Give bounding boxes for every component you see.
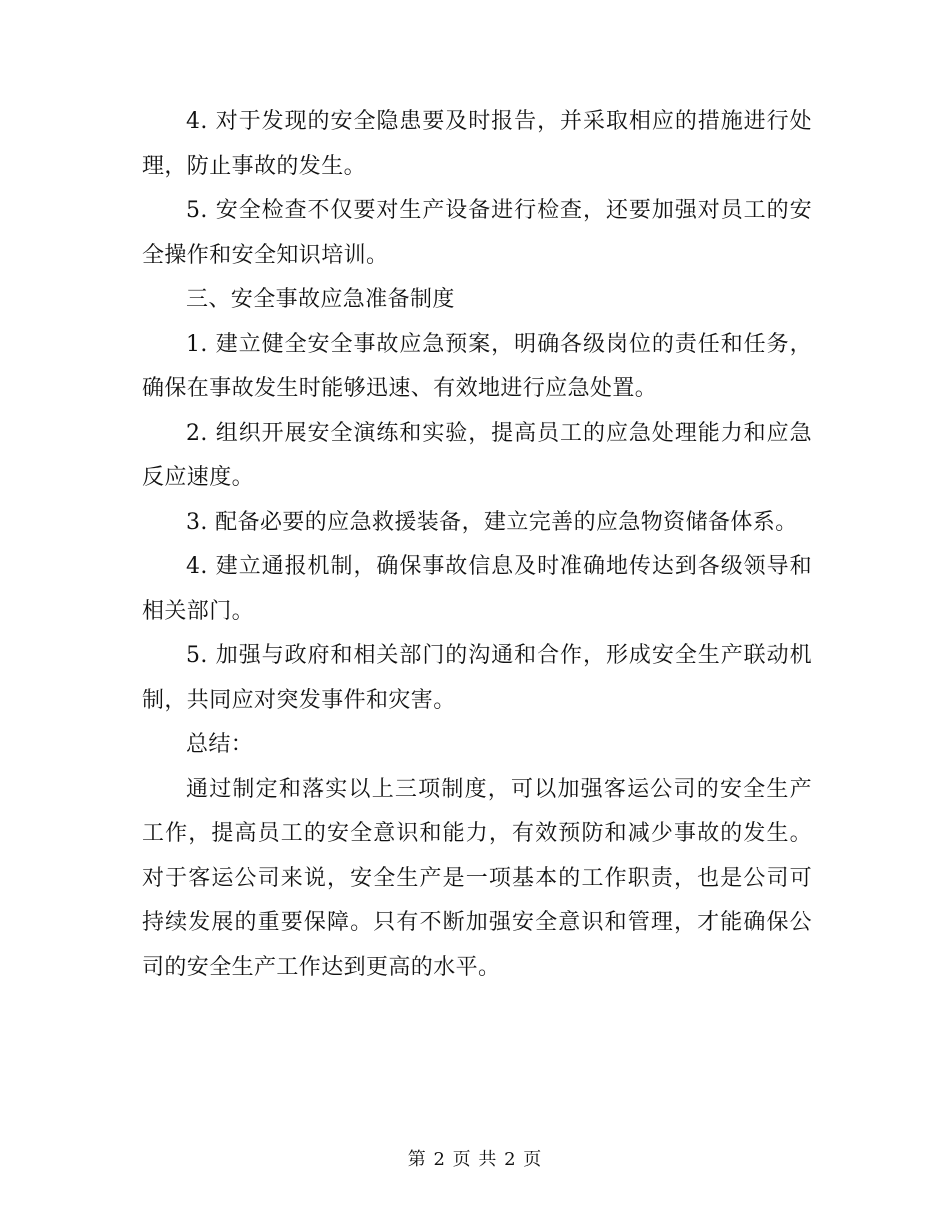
summary-paragraph: 通过制定和落实以上三项制度，可以加强客运公司的安全生产工作，提高员工的安全意识和能力，有效预防和减少事故的发生。对于客运公司来说，安全生产是一项基本的工作职责，也是公司可持续发展的重要保障。只有不断加强安全意识和管理，才能确保公司的安全生产工作达到更高的水平。 — [142, 776, 812, 980]
document-body — [142, 100, 812, 990]
paragraph-emergency-5: 5. 加强与政府和相关部门的沟通和合作，形成安全生产联动机制，共同应对突发事件和灾害。 — [142, 643, 812, 713]
paragraph-emergency-1: 1. 建立健全安全事故应急预案，明确各级岗位的责任和任务，确保在事故发生时能够迅速、有效地进行应急处置。 — [142, 331, 812, 401]
paragraph-emergency-4: 4. 建立通报机制，确保事故信息及时准确地传达到各级领导和相关部门。 — [142, 554, 812, 624]
page-number-footer: 第 2 页 共 2 页 — [407, 1149, 543, 1170]
section-heading-emergency: 三、安全事故应急准备制度 — [186, 287, 455, 312]
paragraph-emergency-3: 3. 配备必要的应急救援装备，建立完善的应急物资储备体系。 — [186, 509, 798, 535]
paragraph-item-4-hazard-report: 4. 对于发现的安全隐患要及时报告，并采取相应的措施进行处理，防止事故的发生。 — [142, 109, 812, 179]
paragraph-emergency-2: 2. 组织开展安全演练和实验，提高员工的应急处理能力和应急反应速度。 — [142, 420, 812, 490]
summary-heading: 总结： — [186, 732, 254, 757]
paragraph-item-5-inspection-training: 5. 安全检查不仅要对生产设备进行检查，还要加强对员工的安全操作和安全知识培训。 — [142, 198, 812, 268]
